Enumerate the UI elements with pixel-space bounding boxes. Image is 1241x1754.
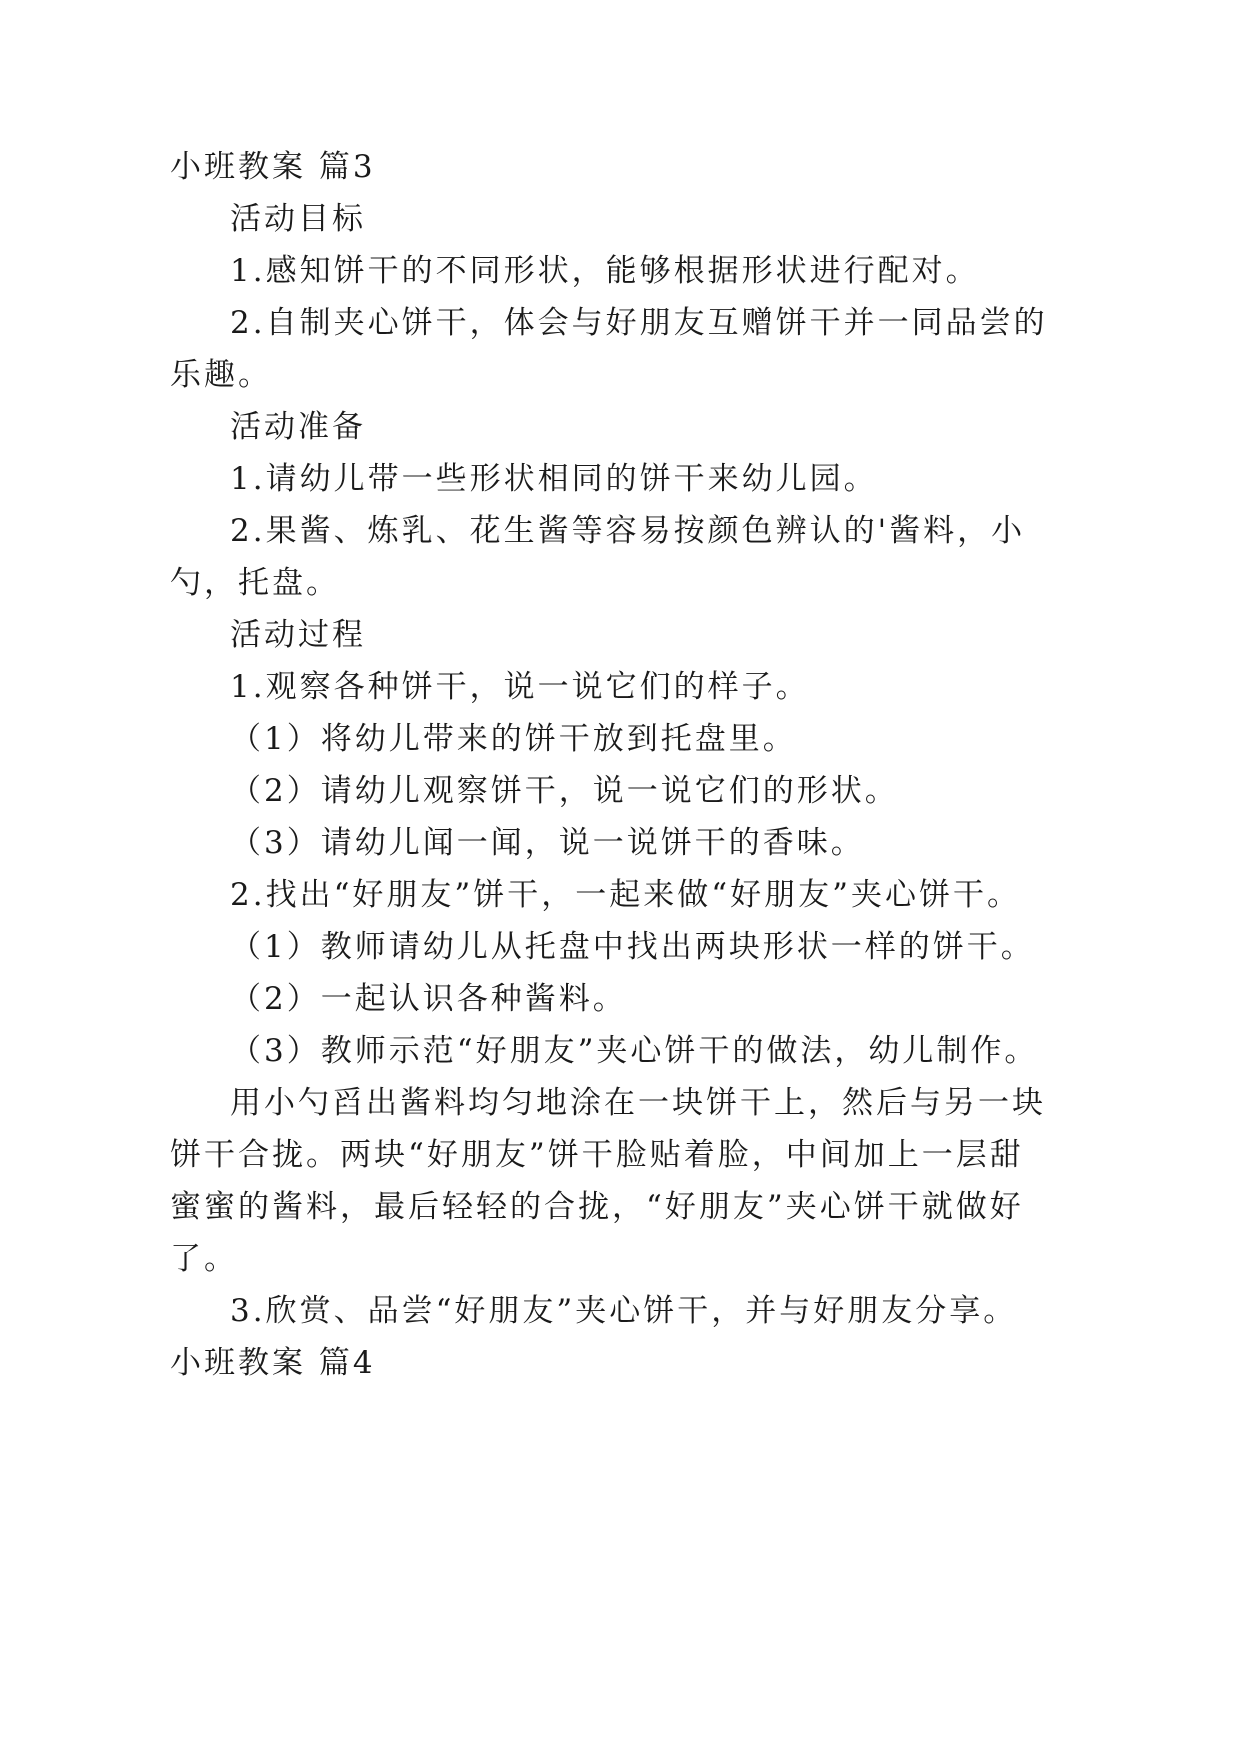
- paragraph-line: 乐趣。: [170, 357, 272, 393]
- paragraph-line: 饼干合拢。两块“好朋友”饼干脸贴着脸，中间加上一层甜: [170, 1137, 1024, 1173]
- paragraph-line: 2.自制夹心饼干，体会与好朋友互赠饼干并一同品尝的: [230, 305, 1048, 341]
- paragraph-line: 1.请幼儿带一些形状相同的饼干来幼儿园。: [230, 461, 878, 497]
- paragraph-line: 2.果酱、炼乳、花生酱等容易按颜色辨认的'酱料，小: [230, 513, 1026, 549]
- paragraph-line: （1）将幼儿带来的饼干放到托盘里。: [230, 721, 797, 757]
- paragraph-line: 勺，托盘。: [170, 565, 340, 601]
- subheading: 活动准备: [230, 409, 366, 445]
- paragraph-line: 了。: [170, 1241, 238, 1277]
- paragraph-line: 1.感知饼干的不同形状，能够根据形状进行配对。: [230, 253, 980, 289]
- paragraph-line: （3）请幼儿闻一闻，说一说饼干的香味。: [230, 825, 865, 861]
- paragraph-line: （2）一起认识各种酱料。: [230, 981, 627, 1017]
- paragraph-line: 2.找出“好朋友”饼干，一起来做“好朋友”夹心饼干。: [230, 877, 1021, 913]
- section-heading: 小班教案 篇3: [170, 149, 376, 185]
- paragraph-line: （3）教师示范“好朋友”夹心饼干的做法，幼儿制作。: [230, 1033, 1039, 1069]
- paragraph-line: 蜜蜜的酱料，最后轻轻的合拢，“好朋友”夹心饼干就做好: [170, 1189, 1024, 1225]
- section-heading: 小班教案 篇4: [170, 1345, 376, 1381]
- subheading: 活动过程: [230, 617, 366, 653]
- subheading: 活动目标: [230, 201, 366, 237]
- paragraph-line: 1.观察各种饼干，说一说它们的样子。: [230, 669, 810, 705]
- paragraph-line: （1）教师请幼儿从托盘中找出两块形状一样的饼干。: [230, 929, 1035, 965]
- paragraph-line: 3.欣赏、品尝“好朋友”夹心饼干，并与好朋友分享。: [230, 1293, 1018, 1329]
- paragraph-line: （2）请幼儿观察饼干，说一说它们的形状。: [230, 773, 899, 809]
- paragraph-line: 用小勺舀出酱料均匀地涂在一块饼干上，然后与另一块: [230, 1085, 1046, 1121]
